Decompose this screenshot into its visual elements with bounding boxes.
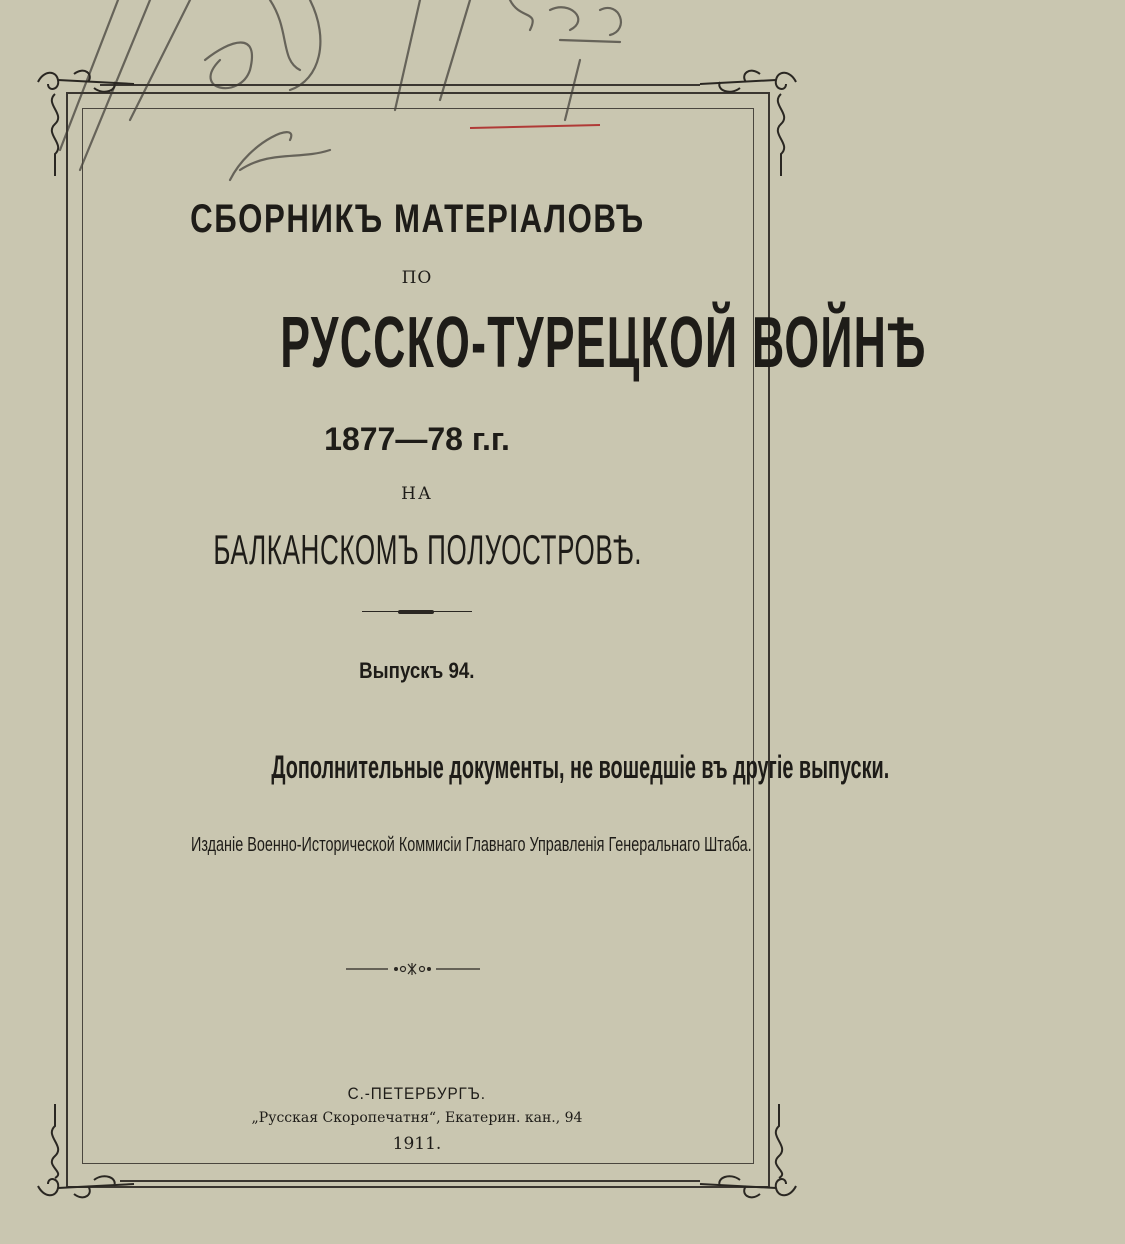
city: С.-ПЕТЕРБУРГЪ. bbox=[347, 1084, 487, 1103]
main-title: РУССКО-ТУРЕЦКОЙ ВОЙНѢ bbox=[280, 303, 928, 383]
subtitle: Дополнительные документы, не вошедшіе въ другіе выпуски. bbox=[271, 749, 890, 785]
title-line-4: НА bbox=[401, 484, 433, 504]
ornament-right-upper-icon bbox=[766, 90, 796, 180]
divider-rule bbox=[362, 611, 472, 612]
years: 1877—78 г.г. bbox=[324, 421, 510, 457]
title-line-1: СБОРНИКЪ МАТЕРІАЛОВЪ bbox=[189, 197, 645, 241]
ornamental-divider-icon bbox=[330, 960, 490, 978]
inner-border bbox=[82, 108, 928, 1164]
ornament-left-lower-icon bbox=[40, 1100, 70, 1180]
ornament-right-lower-icon bbox=[764, 1100, 794, 1180]
publisher: Изданіе Военно-Исторической Коммисіи Главнаго Управленія Генеральнаго Штаба. bbox=[191, 834, 752, 856]
printer: „Русская Скоропечатня“, Екатерин. кан., 94 bbox=[251, 1110, 583, 1126]
top-rule bbox=[100, 84, 700, 86]
publication-year: 1911. bbox=[392, 1134, 442, 1154]
title-line-2: ПО bbox=[401, 268, 433, 288]
ornament-left-upper-icon bbox=[40, 90, 70, 180]
title-line-5: БАЛКАНСКОМЪ ПОЛУОСТРОВѢ. bbox=[213, 526, 643, 573]
bottom-rule bbox=[120, 1180, 700, 1182]
issue-number: Выпускъ 94. bbox=[359, 658, 475, 683]
